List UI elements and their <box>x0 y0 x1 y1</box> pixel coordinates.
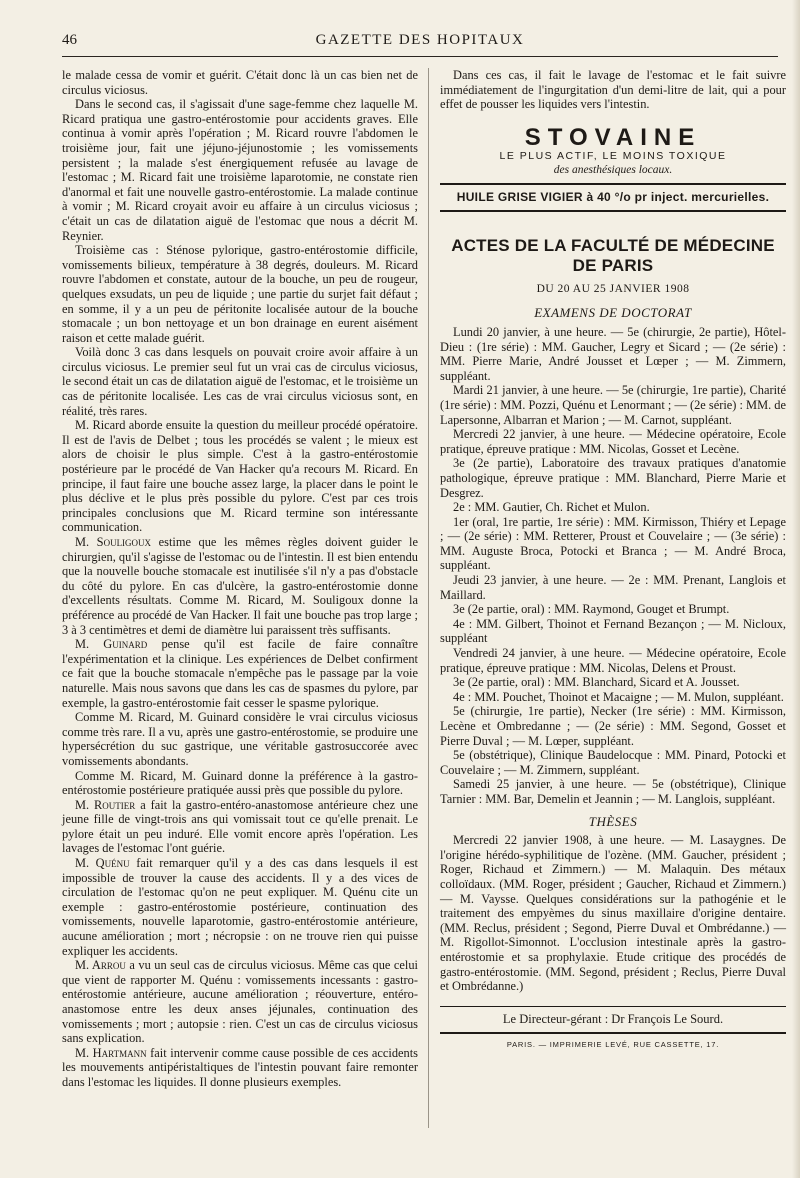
header-rule <box>62 56 778 57</box>
right-column <box>440 68 786 1052</box>
exam-entry: 3e (2e partie, oral) : MM. Blanchard, Sicard et A. Jousset. <box>453 675 740 690</box>
exam-entry: 3e (2e partie), Laboratoire des travaux pratiques d'anatomie pathologique, épreuve pratique : MM. Blanchard, Pierre Marie et Desgrez. <box>440 456 786 500</box>
paragraph <box>62 958 418 1046</box>
paragraph <box>62 1046 418 1090</box>
column-divider <box>428 68 429 1128</box>
paragraph <box>62 535 418 637</box>
journal-title: GAZETTE DES HOPITAUX <box>315 32 525 48</box>
speaker-name: M. Routier <box>75 797 136 812</box>
paragraph: Comme M. Ricard, M. Guinard considère le vrai circulus viciosus comme très rare. Il a vu, après une gastro-entérostomie, se produire une hypersécrétion du suc gastrique, une véritable gastrosuccorée avec vomissements abondants. <box>62 710 418 768</box>
paragraph-text: fait intervenir comme cause possible de ces accidents les mouvements antipéristaltiques de l'intestin pouvant faire remonter dans l'estomac les liquides. Il donne plusieurs exemples. <box>62 1045 419 1089</box>
exam-entry: 2e : MM. Gautier, Ch. Richet et Mulon. <box>453 500 650 515</box>
speaker-name: M. Guinard <box>75 637 148 652</box>
paragraph: Voilà donc 3 cas dans lesquels on pouvait croire avoir affaire à un circulus viciosus. Le premier seul fut un vrai cas de circulus viciosus, le second était un cas de dilatation aiguë de l'estomac, et le troisième un cas de péritonite localisée. Les cas de vrai circulus viciosus sont, en réalité, très rares. <box>62 345 418 418</box>
page-footer <box>440 1006 786 1053</box>
paragraph-text: a vu un seul cas de circulus viciosus. Même cas que celui que vient de rapporter M. Quénu : vomissements incessants : gastro-entérostomie antérieure, aucune amélioration ; réouverture, entéro-anastomose entre les deux anses jéjunales, continuation des vomissements ; mort ; autopsie : rien. C'est un cas de circulus viciosus sans explication. <box>62 958 418 1046</box>
exam-entry: 5e (chirurgie, 1re partie), Necker (1re série) : MM. Kirmisson, Lecène et Ombredanne ; — (2e série) : MM. Segond, Gosset et Pierre Duval ; — M. Lœper, suppléant. <box>440 704 786 748</box>
speaker-name: M. Souligoux <box>75 535 152 549</box>
paragraph: Dans ces cas, il fait le lavage de l'estomac et le fait suivre immédiatement de l'ingurgitation d'un demi-litre de lait, qui a pour effet de pousser les liquides vers l'intestin. <box>440 68 786 112</box>
exam-entry: 4e : MM. Gilbert, Thoinot et Fernand Bezançon ; — M. Nicloux, suppléant <box>440 616 786 646</box>
speaker-name: M. Quénu <box>75 856 130 871</box>
paragraph <box>62 798 418 856</box>
footer-rule <box>440 1032 786 1034</box>
theses-heading: THÈSES <box>588 813 638 829</box>
printer-line: PARIS. — IMPRIMERIE LEVÉ, RUE CASSETTE, 17. <box>506 1039 720 1049</box>
paragraph-text: estime que les mêmes règles doivent guider le chirurgien, qu'il s'agisse de l'estomac ou de l'intestin. Il est bien entendu que la nouvelle bouche stomacale est inutilisée s'il n'y a pas d'obstacle du côté du pylore. En cas d'ulcère, la gastro-entérostomie donne d'excellents résultats. Comme M. Ricard, M. Souligoux donne la préférence au procédé de Van Hacker. Il fait une bouche pas trop large ; 3 à 3 centimètres et demi de diamètre lui paraissent très suffisants. <box>62 535 418 637</box>
theses-entry: Mercredi 22 janvier 1908, à une heure. — M. Lasaygnes. De l'origine hérédo-syphilitique de l'ozène. (MM. Gaucher, président ; Roger, Richaud et Zimmern.) — M. Malaquin. Des métaux colloïdaux. (MM. Roger, président ; Gaucher, Richaud et Zimmern.) — M. Vaysse. Quelques considérations sur la pathogénie et le traitement des empyèmes du sinus maxillaire d'origine dentaire. (MM. Reclus, président ; Segond, Pierre Duval et Ombrédanne.) — M. Rigollot-Simonnot. L'occlusion intestinale après la gastro-entérostomie et sa prophylaxie. Etude critique des procédés de gastro-entérostomie. (MM. Segond, président ; Reclus, Pierre Duval et Ombrédanne.) <box>440 833 786 994</box>
page-number: 46 <box>62 32 77 48</box>
advert-rule <box>440 210 786 212</box>
exam-entry: Mardi 21 janvier, à une heure. — 5e (chirurgie, 1re partie), Charité (1re série) : MM. Pozzi, Quénu et Lenormant ; — (2e série) : MM. de Lapersonne, Albarran et Marion ; — M. Carnot, suppléant. <box>440 383 786 427</box>
left-column <box>62 68 418 1090</box>
exam-entry: Lundi 20 janvier, à une heure. — 5e (chirurgie, 2e partie), Hôtel-Dieu : (1re série) : MM. Gaucher, Legry et Sicard ; — (2e série) : MM. Pierre Marie, André Jousset et Lœper ; — M. Zimmern, suppléant. <box>440 324 786 383</box>
exams-heading: EXAMENS DE DOCTORAT <box>534 305 692 321</box>
paragraph: le malade cessa de vomir et guérit. C'était donc là un cas bien net de circulus viciosus. <box>62 68 418 97</box>
exam-entry: Mercredi 22 janvier, à une heure. — Médecine opératoire, Ecole pratique, épreuve pratique : MM. Nicolas, Gosset et Lecène. <box>440 427 786 456</box>
paragraph-text: a fait la gastro-entéro-anastomose antérieure chez une jeune fille de vingt-trois ans qui vomissait tout ce qu'elle prenait. Le pylore était un peu induré. Elle vomit encore après l'opération. Les lavages de l'estomac l'ont guérie. <box>62 797 418 856</box>
huile-grise-advert: HUILE GRISE VIGIER à 40 °/o pr inject. mercurielles. <box>456 189 770 204</box>
paragraph <box>62 637 418 710</box>
paragraph-text: pense qu'il est facile de faire connaître l'expérimentation et la clinique. Les expériences de Delbet confirment ce fait que la bouche stomacale n'empêche pas le passage par la voie naturelle. Mais nous savons que dans les cas de spasmes du pylore, par exemple, la gastro-entérostomie fait cesser le spasme pylorique. <box>62 637 418 710</box>
stovaine-advert <box>440 123 786 177</box>
paragraph: Comme M. Ricard, M. Guinard donne la préférence à la gastro-entérostomie postérieure pratiquée aussi près que possible du pylore. <box>62 768 418 798</box>
paragraph <box>62 856 418 958</box>
stovaine-title: STOVAINE <box>524 123 702 151</box>
exam-entry: Samedi 25 janvier, à une heure. — 5e (obstétrique), Clinique Tarnier : MM. Bar, Demelin et Jeannin ; — M. Langlois, suppléant. <box>440 777 786 806</box>
stovaine-tagline: LE PLUS ACTIF, LE MOINS TOXIQUE <box>499 149 727 162</box>
exam-entry: Vendredi 24 janvier, à une heure. — Médecine opératoire, Ecole pratique, épreuve pratique : MM. Nicolas, Delens et Proust. <box>440 646 786 675</box>
director-line: Le Directeur-gérant : Dr François Le Sourd. <box>502 1011 724 1026</box>
paragraph-text: fait remarquer qu'il y a des cas dans lesquels il est impossible de trouver la cause des accidents. Il y a des vices de circulation de l'estomac qu'on ne peut expliquer. M. Quénu cite un exemple : gastro-entérostomie postérieure, continuation des vomissements, nouvelle laparotomie, gastro-entérostomie antérieure, aucune amélioration ; mort ; nécropsie : on ne trouve rien qui puisse expliquer les accidents. <box>62 856 418 958</box>
exam-entry: Jeudi 23 janvier, à une heure. — 2e : MM. Prenant, Langlois et Maillard. <box>440 573 786 602</box>
section-dates: DU 20 AU 25 JANVIER 1908 <box>536 282 690 295</box>
paragraph: Dans le second cas, il s'agissait d'une sage-femme chez laquelle M. Ricard pratiqua une gastro-entérostomie pour accidents graves. Elle continua à vomir après l'opération ; M. Ricard rouvre l'abdomen le troisième jour, fait une jéjuno-jéjunostomie ; les vomissements persistent ; la malade s'est énergiquement refusée au lavage de l'estomac ; M. Ricard fait une troisième laparotomie, ne constate rien d'anormal et fait une nouvelle gastro-entérostomie. La malade continue à vomir ; M. Ricard croyait avoir eu affaire à un circulus viciosus ; c'était un cas de dilatation aiguë de l'estomac que nous a décrit M. Reynier. <box>62 97 418 243</box>
exam-entry: 4e : MM. Pouchet, Thoinot et Macaigne ; — M. Mulon, suppléant. <box>453 689 784 704</box>
speaker-name: M. Hartmann <box>75 1045 147 1060</box>
page-header <box>62 28 778 54</box>
advert-rule <box>440 183 786 185</box>
section-title: ACTES DE LA FACULTÉ DE MÉDECINE DE PARIS <box>451 235 775 275</box>
footer-rule <box>440 1006 786 1007</box>
page-edge <box>792 0 800 1178</box>
speaker-name: M. Arrou <box>75 958 126 973</box>
paragraph: Troisième cas : Sténose pylorique, gastro-entérostomie difficile, vomissements bilieux, température à 38 degrés, douleurs. M. Ricard rouvre l'abdomen et constate, autour de la bouche, un peu de rougeur, quelques exsudats, un peu de liquide ; une partie du surjet fait défaut ; en somme, il y a un peu de péritonite localisée autour de la bouche stomacale ; un bon nettoyage et un bon drainage en eurent aisément raison et cette malade guérit. <box>62 243 418 345</box>
exam-entry: 3e (2e partie, oral) : MM. Raymond, Gouget et Brumpt. <box>453 602 730 617</box>
exam-entry: 5e (obstétrique), Clinique Baudelocque : MM. Pinard, Potocki et Couvelaire ; — M. Zimmern, suppléant. <box>440 748 786 777</box>
exam-entry: 1er (oral, 1re partie, 1re série) : MM. Kirmisson, Thiéry et Lepage ; — (2e série) : MM. Retterer, Proust et Couvelaire ; — (3e série) : MM. Auguste Broca, Potocki et Branca ; — M. André Broca, suppléant. <box>440 514 786 573</box>
stovaine-subtitle: des anesthésiques locaux. <box>553 163 673 176</box>
paragraph: M. Ricard aborde ensuite la question du meilleur procédé opératoire. Il est de l'avis de Delbet ; tous les procédés se valent ; le mieux est alors de choisir le plus simple. C'est à la gastro-entérostomie postérieure par le procédé de Van Hacker qu'a recours M. Ricard. En principe, il faut faire une bouche assez large, la placer dans le point le plus déclive et le plus près possible du pylore. C'est par ces trois principales conclusions que M. Ricard termine son intéressante communication. <box>62 418 418 535</box>
